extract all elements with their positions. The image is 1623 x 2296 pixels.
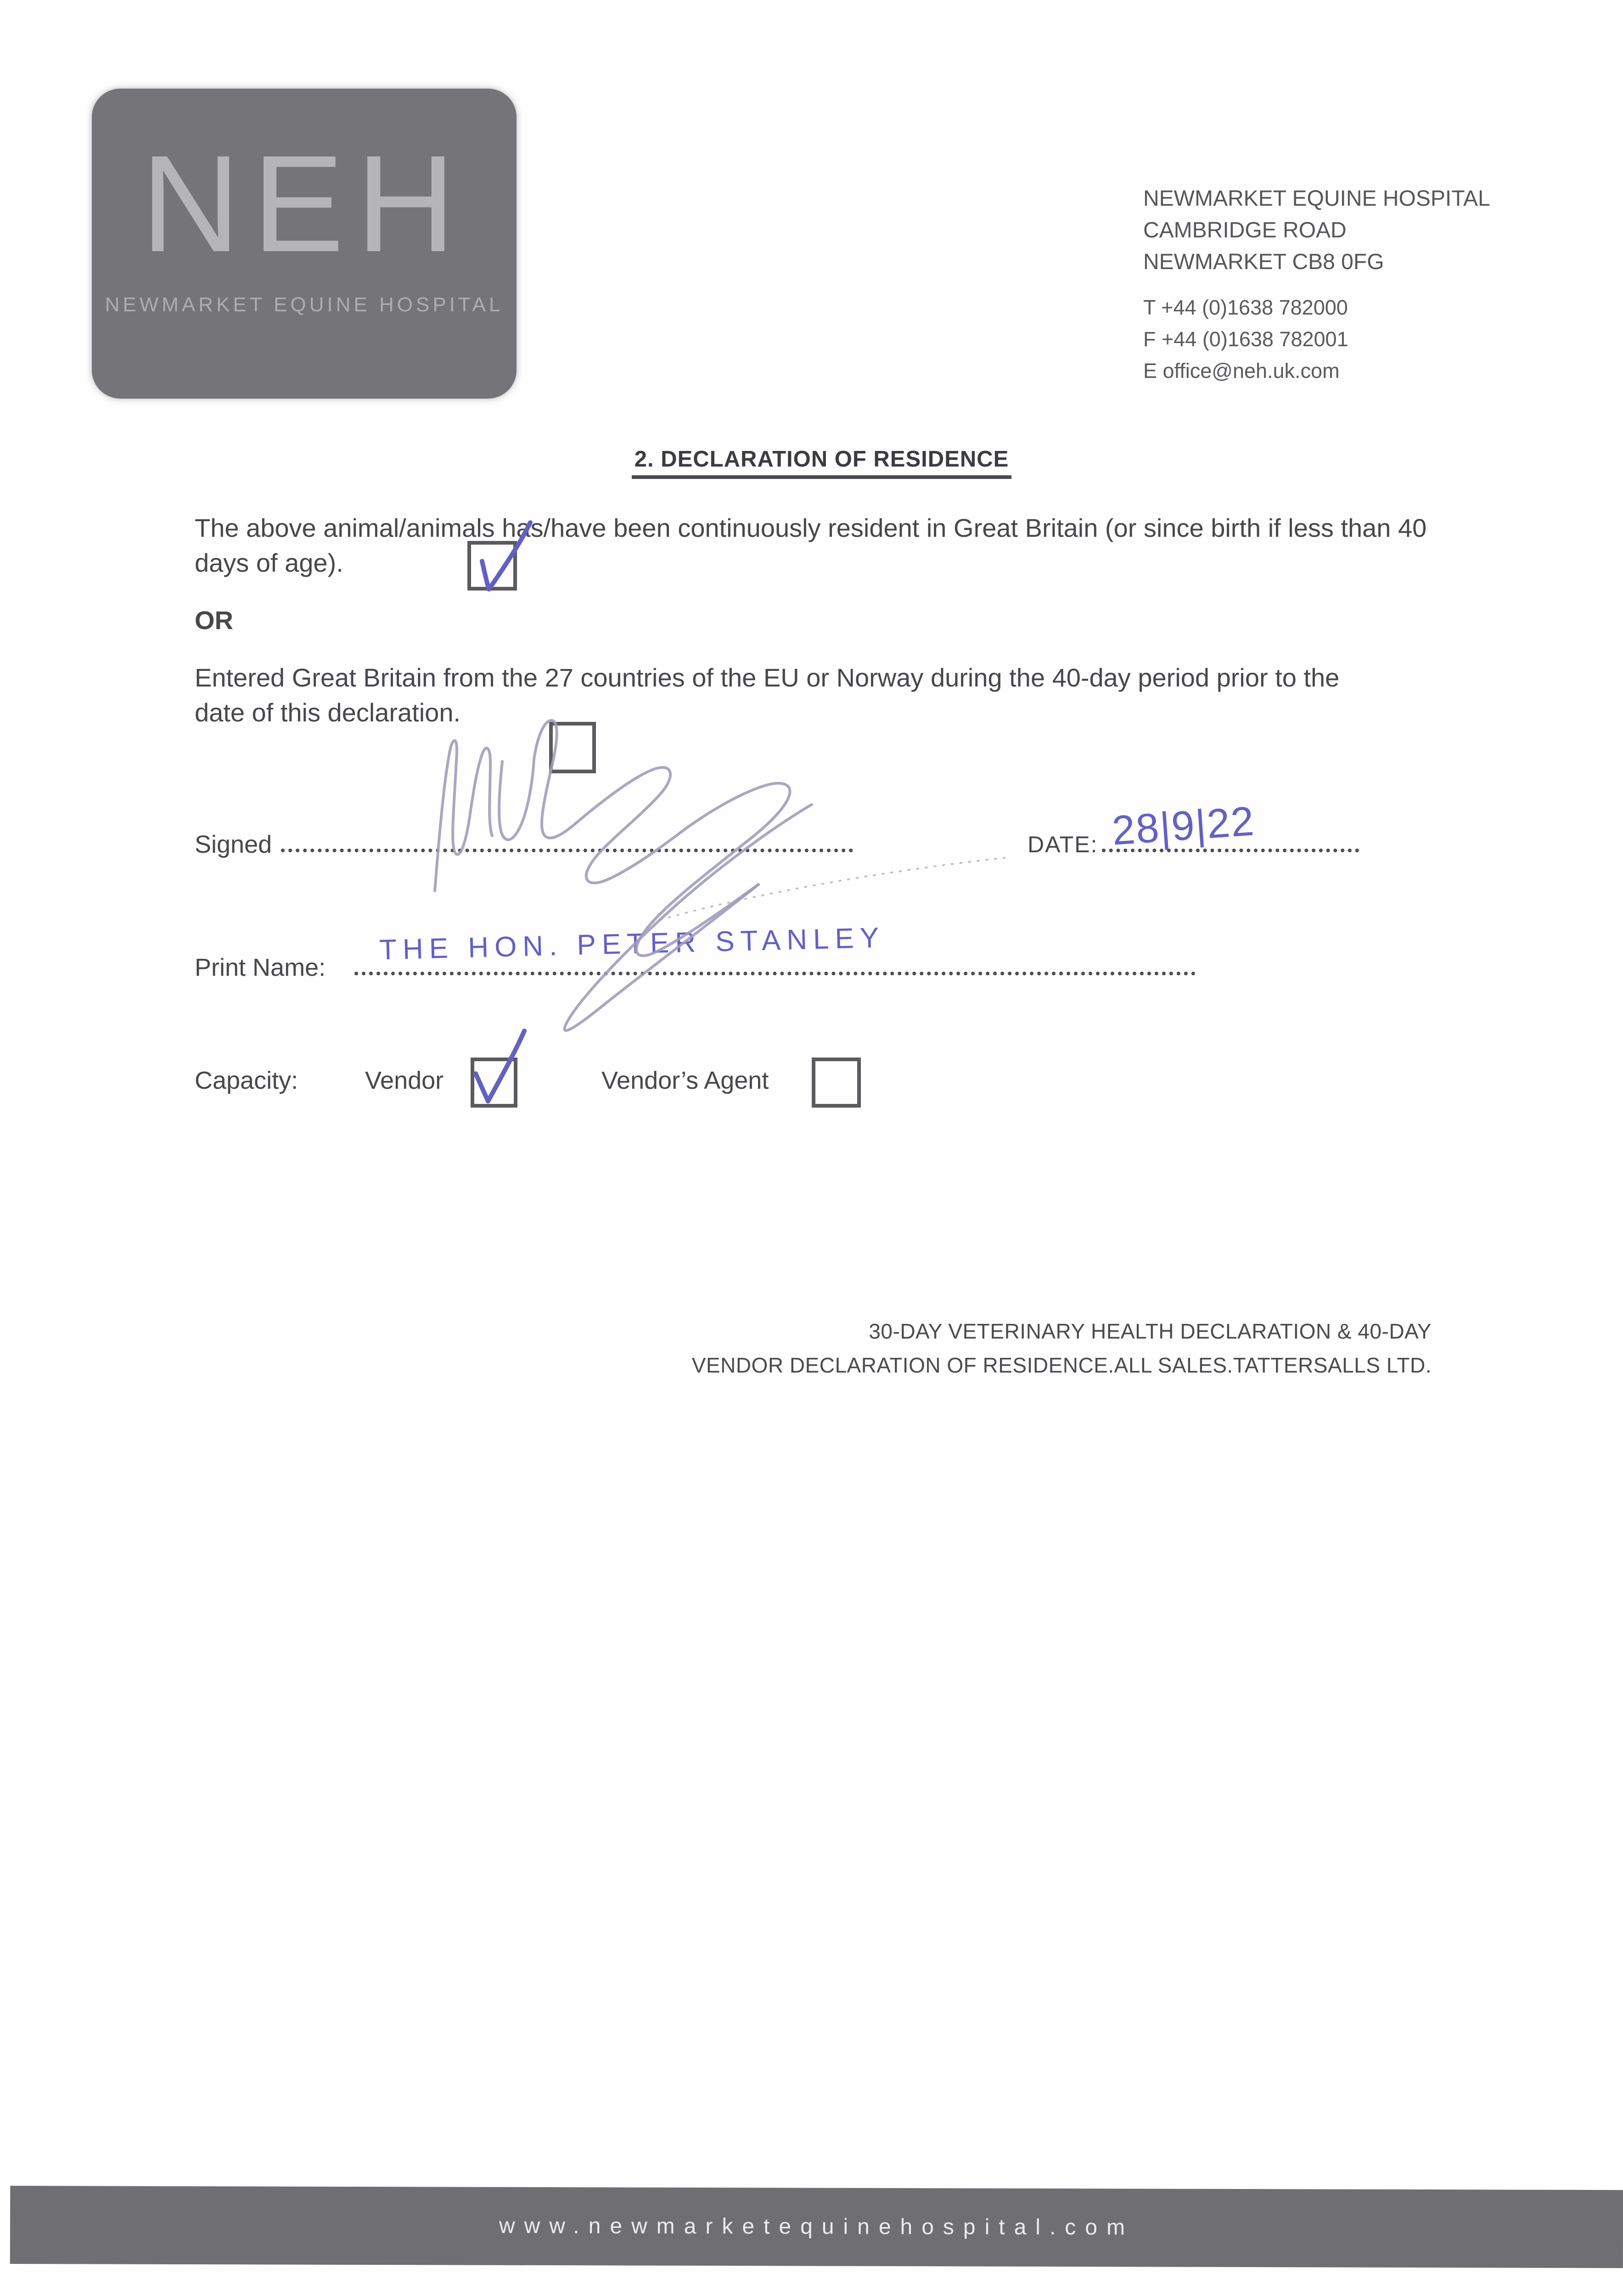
address-line: NEWMARKET EQUINE HOSPITAL xyxy=(1143,186,1490,211)
logo-acronym: NEH xyxy=(140,126,468,281)
print-name-label: Print Name: xyxy=(195,954,326,981)
address-line: NEWMARKET CB8 0FG xyxy=(1143,250,1384,274)
footnote-line-1: 30-DAY VETERINARY HEALTH DECLARATION & 40-DAY xyxy=(869,1319,1432,1343)
vendors-agent-checkbox[interactable] xyxy=(812,1058,861,1108)
section-title: 2. DECLARATION OF RESIDENCE xyxy=(0,446,1623,479)
phone-line: T +44 (0)1638 782000 xyxy=(1143,296,1348,319)
address-line: CAMBRIDGE ROAD xyxy=(1143,218,1347,242)
signed-label: Signed xyxy=(195,831,272,858)
document-footnote xyxy=(666,1314,1432,1382)
footnote-line-2: VENDOR DECLARATION OF RESIDENCE.ALL SALES.TATTERSALLS LTD. xyxy=(691,1353,1432,1377)
address-block xyxy=(1143,183,1490,387)
company-logo xyxy=(92,89,517,399)
signature-scribble xyxy=(435,720,1005,1030)
handwritten-print-name: THE HON. PETER STANLEY xyxy=(379,922,886,966)
entered-gb-checkbox[interactable] xyxy=(549,722,596,773)
signature-field[interactable] xyxy=(281,826,853,852)
residence-checkbox[interactable] xyxy=(467,541,517,591)
email-line: E office@neh.uk.com xyxy=(1143,359,1340,383)
fax-line: F +44 (0)1638 782001 xyxy=(1143,327,1348,351)
website-url: www.newmarketequinehospital.com xyxy=(499,2213,1134,2240)
capacity-label: Capacity: xyxy=(195,1067,298,1094)
entered-gb-statement: Entered Great Britain from the 27 countries of the EU or Norway during the 40-day period prior to the date of this declaration. xyxy=(195,663,1340,727)
residence-statement: The above animal/animals has/have been continuously resident in Great Britain (or since birth if less than 40 days of age). xyxy=(195,513,1427,577)
capacity-option-vendors-agent: Vendor’s Agent xyxy=(601,1067,769,1094)
or-label: OR xyxy=(195,606,233,635)
footer-bar xyxy=(10,2186,1623,2268)
capacity-option-vendor: Vendor xyxy=(365,1067,444,1094)
vendor-checkbox[interactable] xyxy=(471,1058,517,1108)
handwritten-date: 28|9|22 xyxy=(1110,798,1257,854)
logo-name: NEWMARKET EQUINE HOSPITAL xyxy=(105,293,504,316)
date-label: DATE: xyxy=(1028,832,1098,857)
